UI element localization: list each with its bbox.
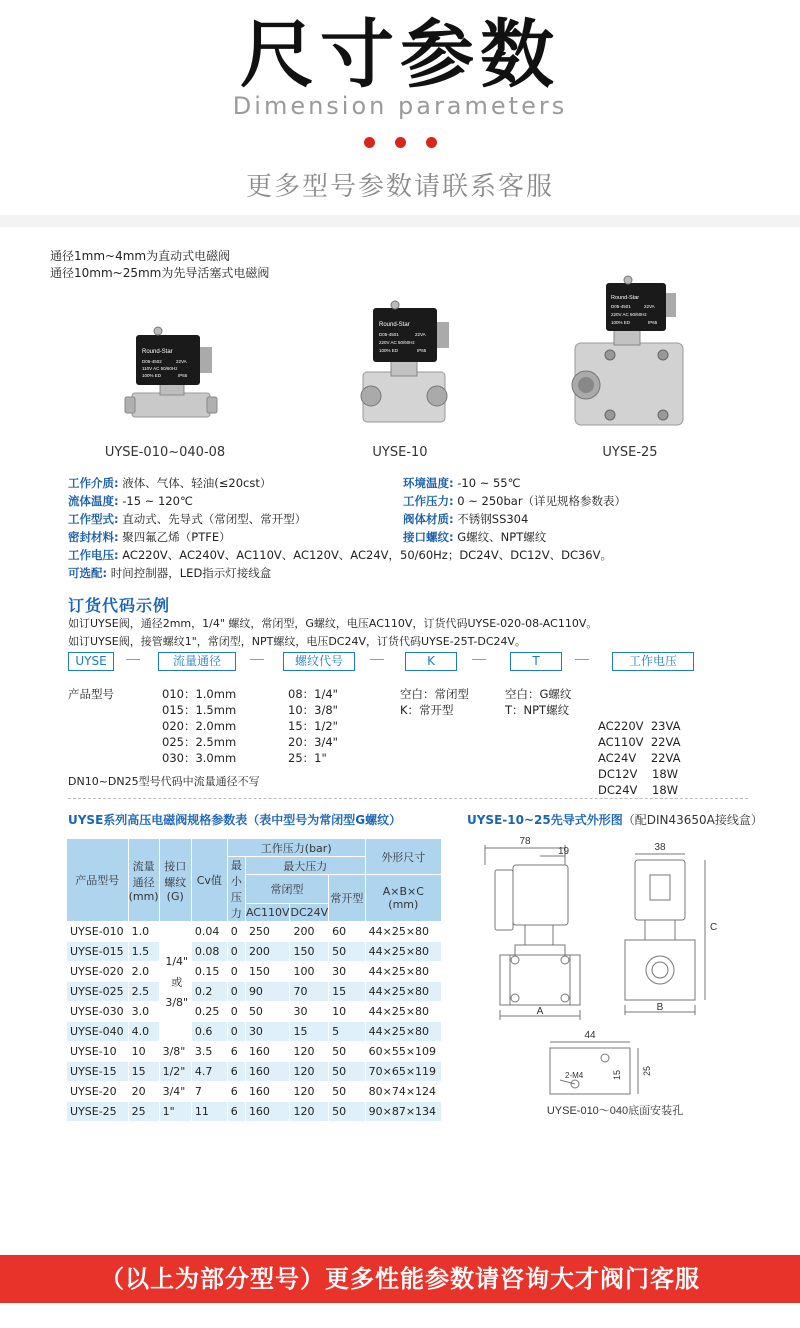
table-cell-model: UYSE-040	[67, 1022, 129, 1042]
table-cell-port: 1"	[159, 1102, 191, 1122]
svg-text:100% ED: 100% ED	[379, 348, 399, 353]
table-cell-port: 3/8"	[159, 1042, 191, 1062]
code-box-uyse: UYSE	[68, 652, 114, 671]
svg-text:D05-4501: D05-4501	[379, 332, 399, 337]
table-cell-cv: 4.7	[191, 1062, 227, 1082]
table-row	[67, 922, 442, 942]
table-cell-dim: 44×25×80	[365, 982, 441, 1002]
svg-text:IP65: IP65	[648, 320, 658, 325]
table-cell-cv: 0.6	[191, 1022, 227, 1042]
product-label-small: UYSE-010~040-08	[104, 445, 226, 460]
table-cell-ac: 160	[245, 1102, 290, 1122]
table-cell-cv: 11	[191, 1102, 227, 1122]
svg-text:IP65: IP65	[417, 348, 427, 353]
code-box-t: T	[510, 652, 562, 671]
table-cell-min: 0	[227, 962, 245, 982]
table-cell-no: 60	[329, 922, 365, 942]
table-cell-ac: 200	[245, 942, 290, 962]
spec-table-title: UYSE系列高压电磁阀规格参数表（表中型号为常闭型G螺纹）	[68, 813, 402, 827]
table-cell-cv: 3.5	[191, 1042, 227, 1062]
table-cell-dc: 100	[290, 962, 329, 982]
svg-text:19: 19	[558, 846, 570, 857]
code-col-model: 产品型号	[68, 687, 114, 701]
table-cell-cv: 0.25	[191, 1002, 227, 1022]
table-cell-min: 6	[227, 1082, 245, 1102]
th-dc: DC24V	[290, 904, 329, 922]
table-cell-ac: 90	[245, 982, 290, 1002]
table-cell-ac: 160	[245, 1082, 290, 1102]
th-flow: 流量通径(mm)	[128, 839, 159, 922]
table-cell-model: UYSE-10	[67, 1042, 129, 1062]
spec-left-column: 工作介质: 液体、气体、轻油(≤20cst） 流体温度: -15 ~ 120℃ 工作型式: 直动式、先导式（常闭型、常开型） 密封材料: 聚四氟乙烯（PTFE）	[68, 476, 307, 544]
table-cell-dim: 80×74×124	[365, 1082, 441, 1102]
code-col-k: 空白：常闭型 K：常开型	[400, 687, 469, 717]
intro-line-2: 通径10mm~25mm为先导活塞式电磁阀	[50, 266, 270, 280]
table-cell-flow: 1.5	[128, 942, 159, 962]
spec-right-column: 环境温度: -10 ~ 55℃ 工作压力: 0 ~ 250bar（详见规格参数表） 阀体材质: 不锈钢SS304 接口螺纹: G螺纹、NPT螺纹	[403, 476, 627, 544]
code-box-thread: 螺纹代号	[283, 652, 355, 671]
table-cell-ac: 160	[245, 1042, 290, 1062]
svg-text:22VA: 22VA	[415, 332, 426, 337]
table-cell-no: 10	[329, 1002, 365, 1022]
order-example-1: 如订UYSE阀，通径2mm，1/4" 螺纹，常闭型，G螺纹，电压AC110V，订货代码UYSE-020-08-AC110V。	[68, 617, 598, 630]
svg-text:Round-Star: Round-Star	[379, 322, 410, 328]
product-image-small-valve	[120, 325, 230, 425]
table-cell-model: UYSE-020	[67, 962, 129, 982]
table-row	[67, 1082, 442, 1102]
svg-text:2-M4: 2-M4	[565, 1071, 584, 1080]
table-cell-flow: 25	[128, 1102, 159, 1122]
code-dash	[250, 659, 264, 660]
ordering-heading: 订货代码示例	[68, 596, 171, 615]
th-ac: AC110V	[245, 904, 290, 922]
table-row	[67, 962, 442, 982]
table-cell-ac: 150	[245, 962, 290, 982]
svg-text:Round-Star: Round-Star	[611, 295, 640, 301]
product-image-uyse-10	[355, 300, 460, 430]
th-max: 最大压力	[245, 857, 365, 875]
svg-text:38: 38	[654, 842, 666, 853]
table-cell-port: 3/4"	[159, 1082, 191, 1102]
table-cell-dc: 70	[290, 982, 329, 1002]
table-cell-ac: 50	[245, 1002, 290, 1022]
svg-text:15: 15	[612, 1069, 622, 1080]
table-cell-no: 50	[329, 1062, 365, 1082]
product-image-uyse-25	[570, 275, 690, 435]
table-cell-min: 0	[227, 1022, 245, 1042]
svg-text:Round-Star: Round-Star	[142, 349, 173, 355]
table-cell-flow: 2.0	[128, 962, 159, 982]
page-title: 尺寸参数	[240, 12, 560, 98]
spec-table	[66, 838, 442, 1122]
th-port: 接口螺纹(G)	[159, 839, 191, 922]
table-cell-dim: 60×55×109	[365, 1042, 441, 1062]
svg-text:22VA: 22VA	[176, 359, 187, 364]
svg-text:IP65: IP65	[178, 373, 188, 378]
product-label-uyse-25: UYSE-25	[602, 445, 658, 460]
table-cell-flow: 10	[128, 1042, 159, 1062]
th-nc: 常闭型	[245, 875, 328, 904]
table-cell-cv: 0.08	[191, 942, 227, 962]
svg-text:220V AC 50/60Hz: 220V AC 50/60Hz	[611, 312, 647, 317]
table-cell-dc: 120	[290, 1042, 329, 1062]
svg-text:D05-4502: D05-4502	[142, 359, 162, 364]
table-cell-cv: 0.15	[191, 962, 227, 982]
code-col-flow: 010：1.0mm 015：1.5mm 020：2.0mm 025：2.5mm 030：3.0mm	[162, 687, 237, 765]
ordering-note: DN10~DN25型号代码中流量通径不写	[68, 775, 260, 788]
table-cell-no: 15	[329, 982, 365, 1002]
table-cell-model: UYSE-010	[67, 922, 129, 942]
table-cell-dc: 150	[290, 942, 329, 962]
table-cell-dc: 200	[290, 922, 329, 942]
table-row	[67, 1002, 442, 1022]
code-col-t: 空白：G螺纹 T：NPT螺纹	[505, 687, 572, 717]
footer-banner: （以上为部分型号）更多性能参数请咨询大才阀门客服	[0, 1255, 800, 1303]
svg-text:100% ED: 100% ED	[611, 320, 631, 325]
table-cell-min: 6	[227, 1062, 245, 1082]
page-subtitle: Dimension parameters	[232, 92, 568, 120]
table-cell-dim: 70×65×119	[365, 1062, 441, 1082]
th-min: 最小压力	[227, 857, 245, 922]
code-dash	[575, 659, 589, 660]
table-cell-min: 0	[227, 1002, 245, 1022]
code-col-voltage: AC220V 23VA AC110V 22VA AC24V 22VA DC12V 18W DC24V 18W	[598, 719, 681, 797]
table-cell-model: UYSE-20	[67, 1082, 129, 1102]
svg-text:44: 44	[584, 1030, 596, 1041]
table-cell-no: 5	[329, 1022, 365, 1042]
table-cell-cv: 0.04	[191, 922, 227, 942]
section-separator	[68, 798, 748, 799]
svg-text:UYSE-010～040底面安装孔: UYSE-010～040底面安装孔	[546, 1105, 684, 1117]
divider-band	[0, 215, 800, 227]
table-cell-dim: 90×87×134	[365, 1102, 441, 1122]
table-row	[67, 1042, 442, 1062]
table-row	[67, 982, 442, 1002]
svg-text:220V AC 50/60Hz: 220V AC 50/60Hz	[379, 340, 415, 345]
svg-text:B: B	[656, 1002, 664, 1013]
svg-text:110V AC 50/60Hz: 110V AC 50/60Hz	[142, 366, 178, 371]
code-dash	[126, 659, 140, 660]
svg-text:22VA: 22VA	[644, 304, 655, 309]
product-label-uyse-10: UYSE-10	[372, 445, 428, 460]
svg-text:100% ED: 100% ED	[142, 373, 162, 378]
spec-voltage: 工作电压: AC220V、AC240V、AC110V、AC120V、AC24V，50/60Hz；DC24V、DC12V、DC36V。	[68, 548, 612, 562]
decorative-dots	[0, 133, 800, 152]
table-cell-flow: 3.0	[128, 1002, 159, 1022]
table-cell-min: 0	[227, 982, 245, 1002]
outline-drawing	[470, 830, 760, 1130]
table-row	[67, 1102, 442, 1122]
table-cell-model: UYSE-030	[67, 1002, 129, 1022]
table-cell-model: UYSE-015	[67, 942, 129, 962]
table-cell-dc: 120	[290, 1062, 329, 1082]
table-row	[67, 942, 442, 962]
table-cell-no: 50	[329, 1102, 365, 1122]
diagram-title: UYSE-10~25先导式外形图（配DIN43650A接线盒）	[467, 813, 763, 827]
code-dash	[472, 659, 486, 660]
code-box-voltage: 工作电压	[612, 652, 694, 671]
table-cell-flow: 1.0	[128, 922, 159, 942]
table-cell-min: 0	[227, 922, 245, 942]
table-cell-dim: 44×25×80	[365, 1022, 441, 1042]
table-cell-no: 30	[329, 962, 365, 982]
table-cell-flow: 2.5	[128, 982, 159, 1002]
table-cell-port: 1/2"	[159, 1062, 191, 1082]
table-cell-model: UYSE-025	[67, 982, 129, 1002]
table-cell-port-merged: 1/4" 或 3/8"	[159, 922, 191, 1042]
table-cell-cv: 7	[191, 1082, 227, 1102]
table-cell-no: 50	[329, 942, 365, 962]
svg-text:25: 25	[642, 1065, 652, 1076]
svg-text:A: A	[536, 1006, 544, 1017]
table-cell-model: UYSE-25	[67, 1102, 129, 1122]
spec-option: 可选配: 时间控制器，LED指示灯接线盒	[68, 566, 272, 580]
table-cell-flow: 15	[128, 1062, 159, 1082]
table-cell-dc: 120	[290, 1082, 329, 1102]
table-cell-no: 50	[329, 1082, 365, 1102]
table-cell-dim: 44×25×80	[365, 922, 441, 942]
table-cell-dc: 120	[290, 1102, 329, 1122]
th-model: 产品型号	[67, 839, 129, 922]
table-cell-ac: 250	[245, 922, 290, 942]
table-cell-dc: 15	[290, 1022, 329, 1042]
svg-text:D05-4501: D05-4501	[611, 304, 631, 309]
table-cell-min: 6	[227, 1042, 245, 1062]
table-cell-model: UYSE-15	[67, 1062, 129, 1082]
table-cell-flow: 4.0	[128, 1022, 159, 1042]
th-pressure: 工作压力(bar)	[227, 839, 365, 857]
table-cell-no: 50	[329, 1042, 365, 1062]
th-no: 常开型	[329, 875, 365, 922]
table-row	[67, 1062, 442, 1082]
table-cell-dim: 44×25×80	[365, 942, 441, 962]
code-dash	[370, 659, 384, 660]
table-row	[67, 1022, 442, 1042]
table-cell-ac: 30	[245, 1022, 290, 1042]
svg-text:C: C	[710, 922, 718, 933]
table-cell-cv: 0.2	[191, 982, 227, 1002]
table-cell-min: 6	[227, 1102, 245, 1122]
table-cell-min: 0	[227, 942, 245, 962]
intro-line-1: 通径1mm~4mm为直动式电磁阀	[50, 249, 231, 263]
th-dim-sub: A×B×C (mm)	[365, 875, 441, 922]
th-cv: Cv值	[191, 839, 227, 922]
code-col-thread: 08：1/4" 10：3/8" 15：1/2" 20：3/4" 25：1"	[288, 687, 338, 765]
code-box-k: K	[405, 652, 457, 671]
table-cell-ac: 160	[245, 1062, 290, 1082]
th-dim: 外形尺寸	[365, 839, 441, 875]
table-cell-flow: 20	[128, 1082, 159, 1102]
table-cell-dc: 30	[290, 1002, 329, 1022]
contact-note: 更多型号参数请联系客服	[245, 172, 554, 202]
table-cell-dim: 44×25×80	[365, 1002, 441, 1022]
code-box-flow: 流量通径	[158, 652, 236, 671]
order-example-2: 如订UYSE阀，接管螺纹1"，常闭型，NPT螺纹，电压DC24V，订货代码UYSE-25T-DC24V。	[68, 635, 527, 648]
svg-text:78: 78	[519, 836, 531, 847]
table-cell-dim: 44×25×80	[365, 962, 441, 982]
